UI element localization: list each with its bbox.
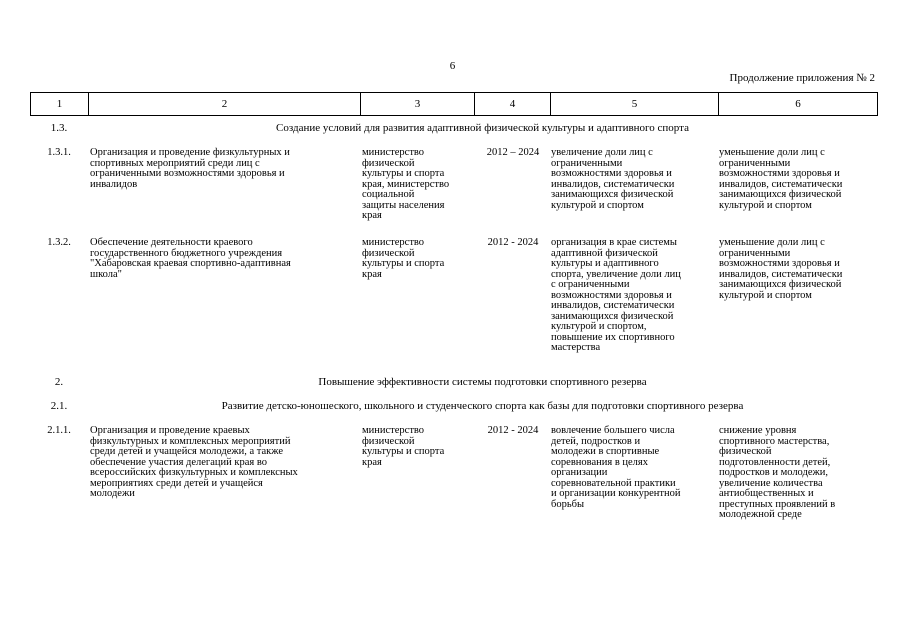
text-line: занимающихся физической — [719, 279, 842, 290]
row-period: 2012 – 2024 — [486, 147, 540, 158]
page-number: 6 — [449, 60, 456, 72]
text-line: культурой и спортом — [719, 199, 812, 211]
section-heading — [30, 396, 877, 426]
text-line: адаптивной физической — [551, 247, 658, 259]
text-line: возможностями здоровья и — [719, 168, 840, 179]
row-executor — [362, 426, 474, 468]
text-line: молодежи — [90, 488, 135, 499]
text-line: уменьшение доли лиц с — [719, 237, 825, 248]
table-row — [30, 148, 877, 238]
row-effect — [719, 426, 877, 521]
text-line: Организация и проведение краевых — [90, 425, 250, 436]
text-line: всероссийских физкультурных и комплексных — [90, 467, 298, 478]
text-line: мастерства — [551, 342, 601, 353]
text-line: физической — [362, 247, 415, 259]
text-line: ограниченными — [551, 157, 623, 169]
text-line: уменьшение доли лиц с — [719, 147, 825, 158]
text-line: обеспечение участия делегаций края во — [90, 456, 267, 468]
row-activity — [90, 426, 360, 500]
row-number: 1.3.2. — [47, 237, 71, 248]
text-line: культурой и спортом, — [551, 321, 647, 332]
row-result — [551, 238, 717, 354]
text-line: "Хабаровская краевая спортивно-адаптивная — [90, 258, 291, 269]
row-activity — [90, 238, 360, 280]
text-line: ограниченными — [719, 247, 791, 259]
text-line: культуры и спорта — [362, 168, 445, 179]
row-activity — [90, 148, 360, 190]
text-line: снижение уровня — [719, 425, 797, 436]
text-line: физической — [362, 435, 415, 447]
text-line: физической — [719, 446, 772, 457]
section-title: Повышение эффективности системы подготовки спортивного резерва — [318, 376, 647, 388]
text-line: увеличение доли лиц с — [551, 147, 653, 158]
section-number: 1.3. — [50, 122, 68, 134]
text-line: инвалидов, систематически — [719, 178, 843, 190]
text-line: возможностями здоровья и — [551, 289, 672, 301]
table-row — [30, 426, 877, 536]
text-line: края — [362, 268, 382, 280]
text-line: занимающихся физической — [551, 310, 674, 322]
text-line: физической — [362, 157, 415, 169]
text-line: молодежи в спортивные — [551, 446, 660, 457]
text-line: подростков и молодежи, — [719, 467, 829, 478]
text-line: социальной — [362, 189, 415, 200]
row-executor — [362, 148, 474, 222]
column-header-5: 5 — [551, 93, 719, 116]
text-line: спорта, увеличение доли лиц — [551, 268, 681, 280]
section-title: Создание условий для развития адаптивной физической культуры и адаптивного спорта — [276, 122, 689, 134]
text-line: края — [362, 456, 382, 468]
text-line: соревнования в целях — [551, 456, 649, 468]
text-line: культурой и спортом — [719, 289, 812, 301]
row-executor — [362, 238, 474, 280]
text-line: антиобщественных и — [719, 488, 814, 499]
text-line: культуры и спорта — [362, 446, 445, 457]
text-line: детей, подростков и — [551, 435, 641, 447]
text-line: физкультурных и комплексных мероприятий — [90, 435, 291, 447]
table-body — [30, 118, 877, 536]
section-heading — [30, 372, 877, 396]
text-line: повышение их спортивного — [551, 331, 675, 343]
text-line: подготовленности детей, — [719, 456, 831, 468]
text-line: молодежной среде — [719, 509, 802, 520]
text-line: борьбы — [551, 498, 585, 510]
section-number: 2. — [54, 376, 64, 388]
section-heading — [30, 118, 877, 148]
text-line: и организации конкурентной — [551, 488, 681, 499]
column-header-table — [30, 92, 878, 116]
column-header-1: 1 — [31, 93, 89, 116]
text-line: возможностями здоровья и — [551, 168, 672, 179]
text-line: ограниченными — [719, 157, 791, 169]
text-line: культуры и спорта — [362, 258, 445, 269]
text-line: спортивного мастерства, — [719, 435, 830, 447]
column-header-2: 2 — [89, 93, 361, 116]
text-line: с ограниченными — [551, 279, 630, 290]
text-line: инвалидов — [90, 178, 138, 190]
text-line: организация в крае системы — [551, 237, 677, 248]
text-line: края, министерство — [362, 178, 450, 190]
text-line: Обеспечение деятельности краевого — [90, 237, 253, 248]
section-title: Развитие детско-юношеского, школьного и студенческого спорта как базы для подготовки спортивного резерва — [221, 400, 744, 412]
text-line: организации — [551, 467, 608, 478]
text-line: занимающихся физической — [551, 189, 674, 200]
text-line: культуры и адаптивного — [551, 258, 659, 269]
text-line: занимающихся физической — [719, 189, 842, 200]
text-line: Организация и проведение физкультурных и — [90, 147, 290, 158]
column-header-3: 3 — [361, 93, 475, 116]
text-line: школа" — [90, 268, 122, 280]
text-line: министерство — [362, 425, 425, 436]
section-number: 2.1. — [50, 400, 68, 412]
text-line: министерство — [362, 147, 425, 158]
text-line: инвалидов, систематически — [551, 178, 675, 190]
row-number: 1.3.1. — [47, 147, 71, 158]
text-line: увеличение количества — [719, 477, 823, 489]
text-line: спортивных мероприятий среди лиц с — [90, 157, 260, 169]
row-number: 2.1.1. — [47, 425, 71, 436]
text-line: культурой и спортом — [551, 199, 644, 211]
row-effect — [719, 238, 877, 301]
text-line: ограниченными возможностями здоровья и — [90, 168, 285, 179]
text-line: возможностями здоровья и — [719, 258, 840, 269]
text-line: инвалидов, систематически — [719, 268, 843, 280]
row-period: 2012 - 2024 — [487, 425, 539, 436]
text-line: соревновательной практики — [551, 477, 676, 489]
text-line: министерство — [362, 237, 425, 248]
row-period: 2012 - 2024 — [487, 237, 539, 248]
column-header-6: 6 — [719, 93, 878, 116]
row-effect — [719, 148, 877, 211]
text-line: среди детей и учащейся молодежи, а также — [90, 446, 284, 457]
table-row — [30, 238, 877, 372]
appendix-continuation-note: Продолжение приложения № 2 — [729, 72, 875, 84]
column-header-4: 4 — [475, 93, 551, 116]
text-line: государственного бюджетного учреждения — [90, 247, 283, 259]
text-line: мероприятиях среди детей и учащейся — [90, 477, 263, 489]
text-line: края — [362, 210, 382, 221]
column-header-row — [31, 93, 878, 116]
text-line: преступных проявлений в — [719, 498, 836, 510]
text-line: вовлечение большего числа — [551, 425, 675, 436]
text-line: инвалидов, систематически — [551, 300, 675, 311]
row-result — [551, 148, 717, 211]
text-line: защиты населения — [362, 199, 445, 211]
row-result — [551, 426, 717, 510]
